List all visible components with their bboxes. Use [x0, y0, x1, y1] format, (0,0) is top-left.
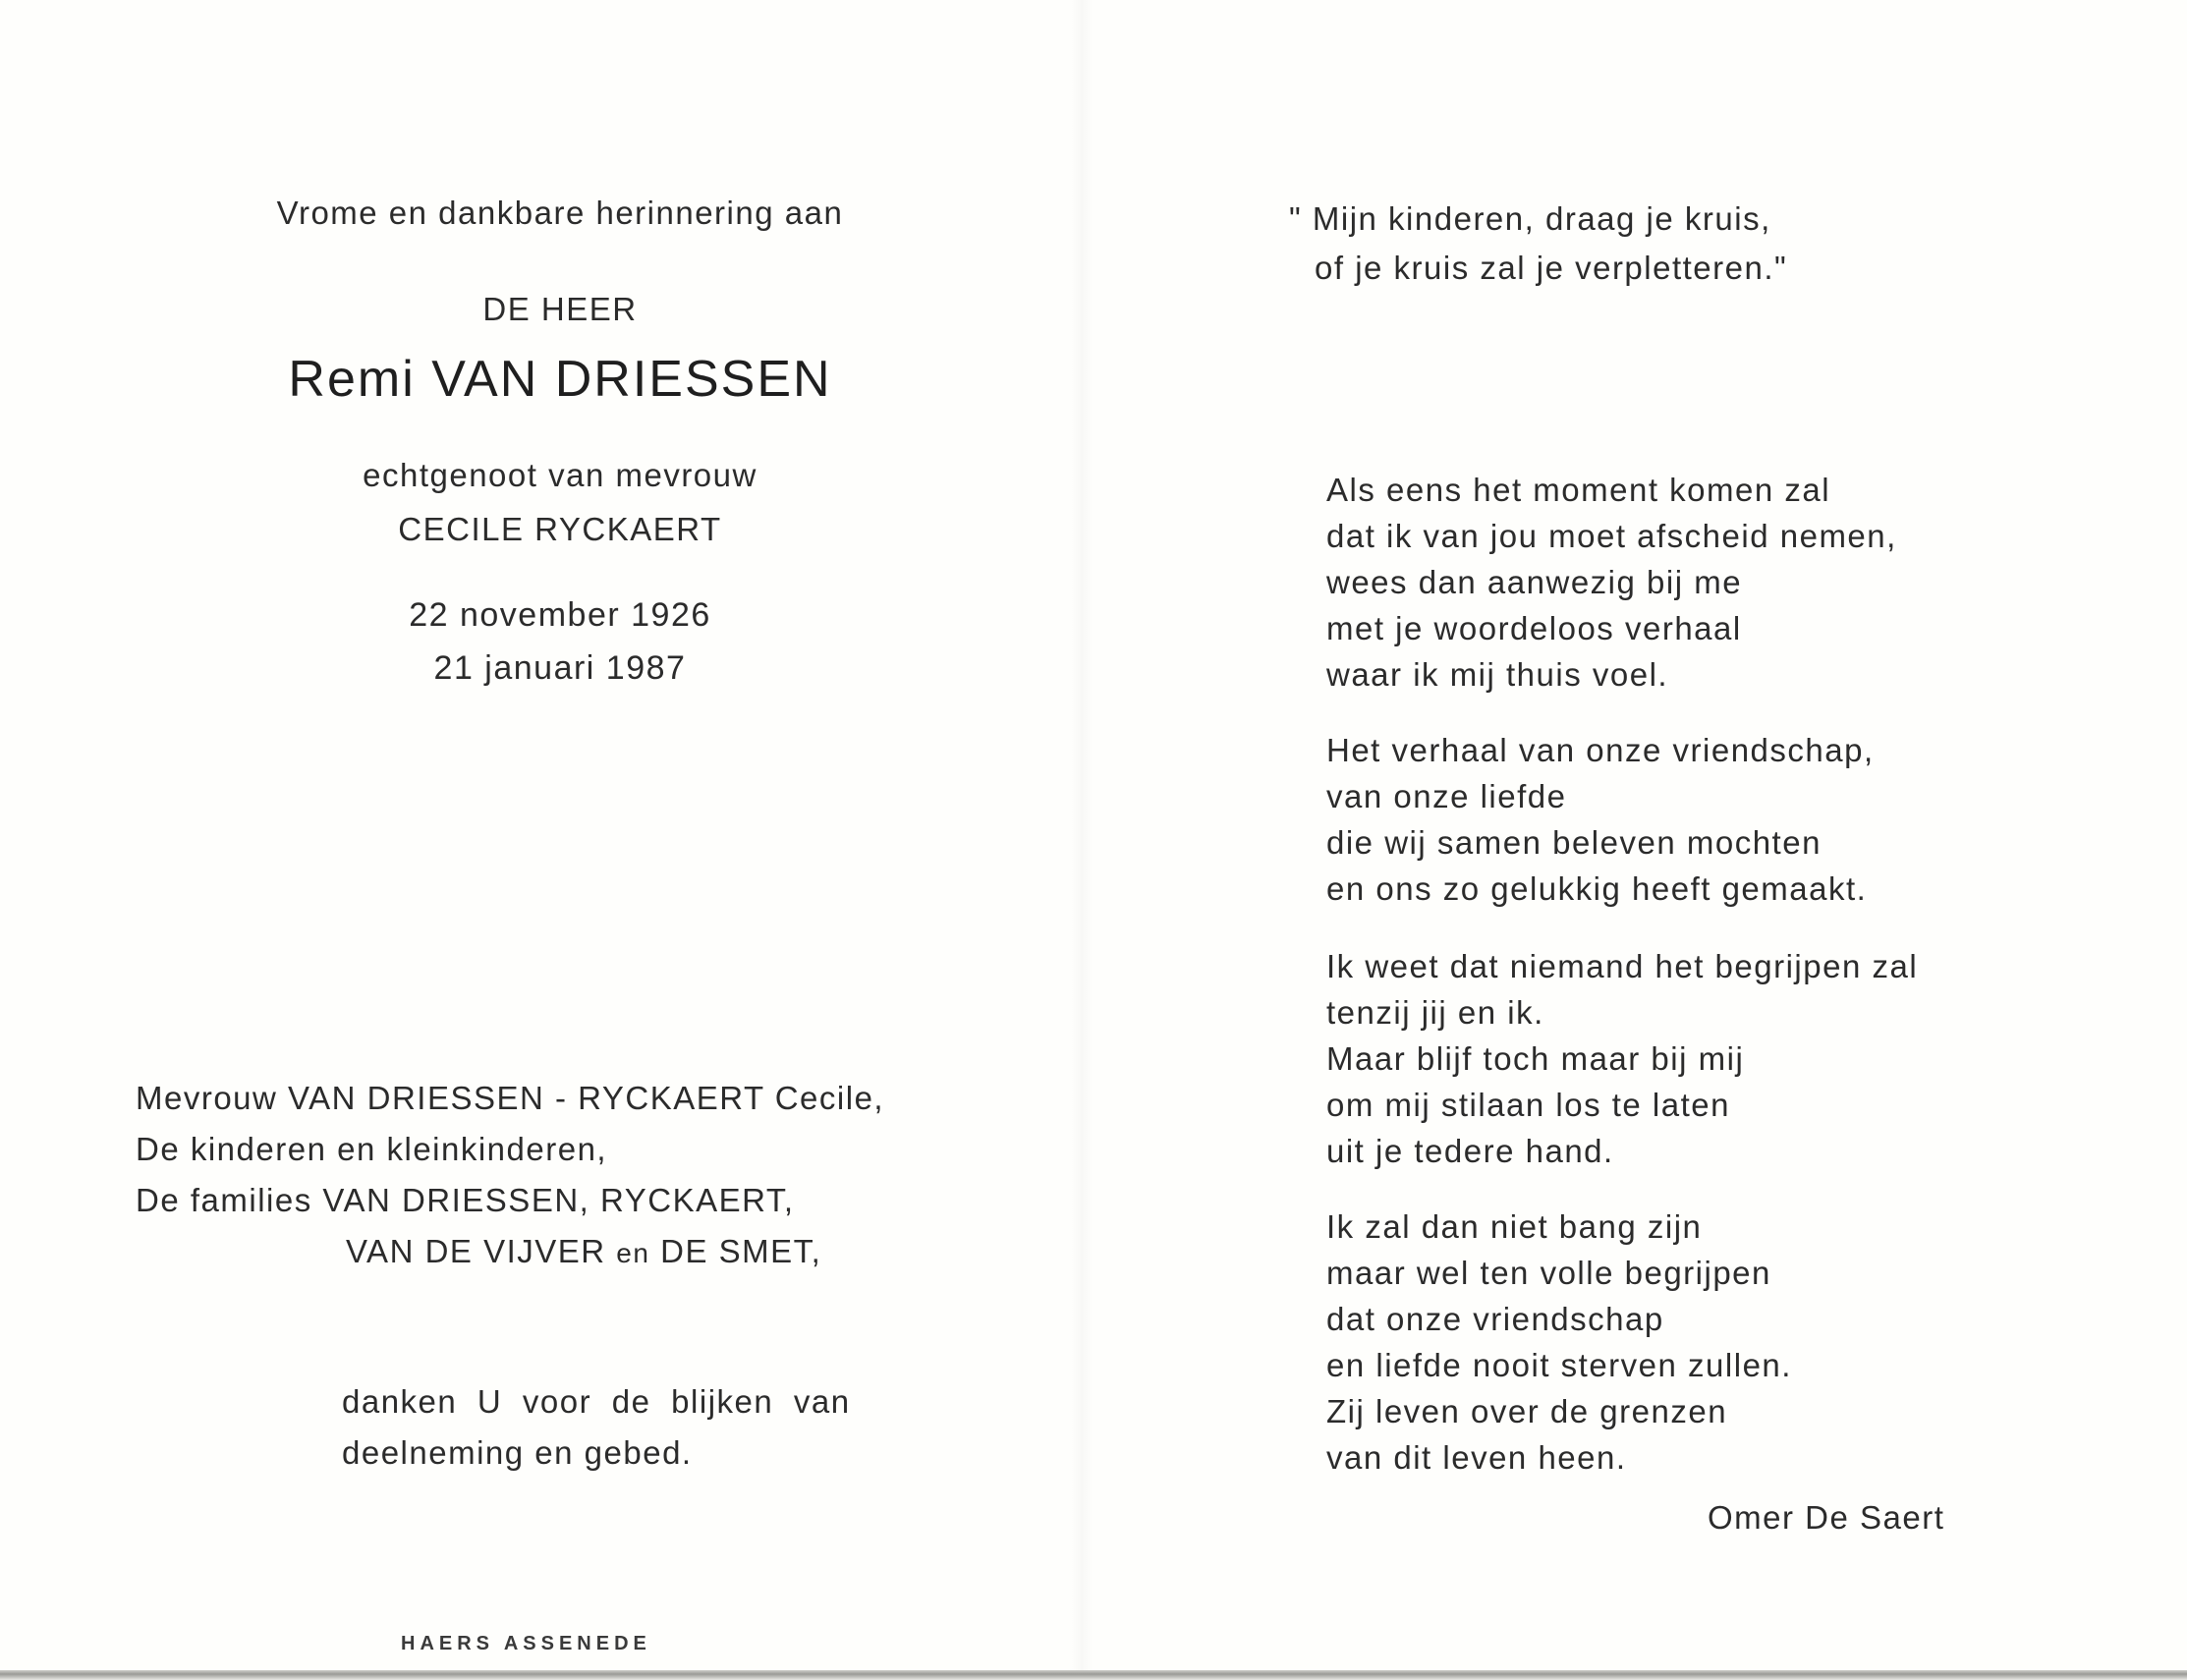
poem-line: en liefde nooit sterven zullen. — [1326, 1347, 1792, 1383]
death-date: 21 januari 1987 — [433, 649, 687, 687]
poem-line: Zij leven over de grenzen — [1326, 1393, 1728, 1429]
poem-line: maar wel ten volle begrijpen — [1326, 1255, 1771, 1291]
card-fold — [1071, 0, 1093, 1680]
spouse-name: CECILE RYCKAERT — [398, 511, 722, 547]
poem-line: tenzij jij en ik. — [1326, 994, 1544, 1031]
poem-line: Ik weet dat niemand het begrijpen zal — [1326, 948, 1919, 984]
deceased-name: Remi VAN DRIESSEN — [288, 351, 832, 408]
poem-author: Omer De Saert — [1708, 1499, 1945, 1536]
honorific: DE HEER — [482, 291, 638, 327]
family-line-1: Mevrouw VAN DRIESSEN - RYCKAERT Cecile, — [136, 1080, 885, 1116]
quote-line-2: of je kruis zal je verpletteren." — [1315, 250, 1788, 286]
printer-mark: HAERS ASSENEDE — [401, 1633, 651, 1654]
family-line-4-b: DE SMET, — [649, 1233, 822, 1269]
poem-line: Maar blijf toch maar bij mij — [1326, 1040, 1745, 1077]
poem-stanza-2 — [1326, 727, 1875, 912]
poem-line: en ons zo gelukkig heeft gemaakt. — [1326, 870, 1868, 907]
poem-line: uit je tedere hand. — [1326, 1133, 1614, 1169]
spouse-line: echtgenoot van mevrouw — [363, 457, 757, 493]
quote-line-1: " Mijn kinderen, draag je kruis, — [1289, 200, 1771, 237]
poem-line: die wij samen beleven mochten — [1326, 824, 1822, 861]
poem-line: Het verhaal van onze vriendschap, — [1326, 732, 1875, 768]
poem-line: waar ik mij thuis voel. — [1326, 656, 1669, 693]
card-bottom-edge — [0, 1670, 2187, 1680]
birth-date: 22 november 1926 — [409, 596, 711, 634]
thanks-line-2: deelneming en gebed. — [342, 1434, 693, 1471]
poem-line: van dit leven heen. — [1326, 1439, 1627, 1476]
family-line-4-en: en — [616, 1238, 650, 1268]
poem-line: van onze liefde — [1326, 778, 1567, 814]
thanks-line-1: danken U voor de blijken van — [342, 1383, 851, 1420]
poem-line: om mij stilaan los te laten — [1326, 1087, 1730, 1123]
intro-text: Vrome en dankbare herinnering aan — [276, 195, 844, 231]
poem-line: dat ik van jou moet afscheid nemen, — [1326, 518, 1897, 554]
poem-line: met je woordeloos verhaal — [1326, 610, 1742, 646]
poem-line: Ik zal dan niet bang zijn — [1326, 1208, 1703, 1245]
poem-stanza-4 — [1326, 1204, 1792, 1481]
family-line-2: De kinderen en kleinkinderen, — [136, 1131, 608, 1167]
poem-line: dat onze vriendschap — [1326, 1301, 1664, 1337]
family-line-4 — [346, 1226, 821, 1279]
poem-line: Als eens het moment komen zal — [1326, 472, 1831, 508]
poem-stanza-3 — [1326, 943, 1918, 1174]
family-line-4-a: VAN DE VIJVER — [346, 1233, 617, 1269]
poem-line: wees dan aanwezig bij me — [1326, 564, 1743, 600]
poem-stanza-1 — [1326, 467, 1897, 698]
family-line-3: De families VAN DRIESSEN, RYCKAERT, — [136, 1182, 795, 1218]
